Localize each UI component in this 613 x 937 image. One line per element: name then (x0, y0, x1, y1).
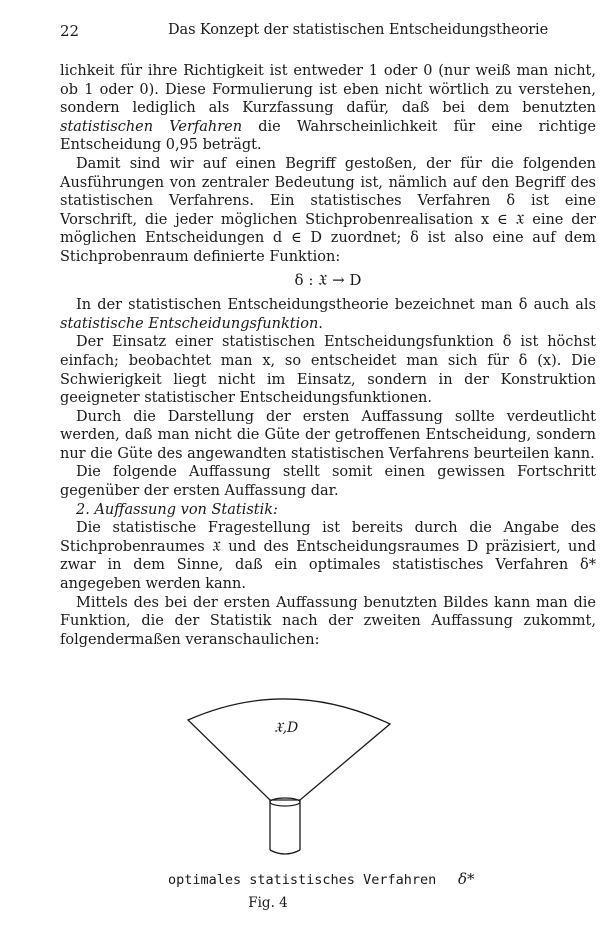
funnel-stem-bottom (270, 850, 300, 854)
funnel-stem-top (270, 798, 300, 806)
figure-symbol: δ* (458, 870, 475, 888)
paragraph-1-text: lichkeit für ihre Richtigkeit ist entweder 1 oder 0 (nur weiß man nicht, ob 1 oder 0). Diese Formulierung ist eben nicht wörtlich zu verstehen, sondern lediglich als Kurzfassung dafür, daß bei dem benutzten (60, 63, 596, 117)
paragraph-4: Der Einsatz einer statistischen Entscheidungsfunktion δ ist höchst einfach; beobachtet man x, so entscheidet man sich für δ (x). Die Schwierigkeit liegt nicht im Einsatz, sondern in der Konstruktion geeigneter statistischer Entscheidungsfunktionen. (60, 334, 596, 407)
body-text (60, 62, 596, 649)
figure-region-label: 𝔛,D (274, 720, 299, 736)
paragraph-7: Die statistische Fragestellung ist bereits durch die Angabe des Stichprobenraumes 𝔛 und des Entscheidungsraumes D präzisiert, und zwar in dem Sinne, daß ein optimales statistisches Verfahren δ* angegeben werden kann. (60, 520, 596, 593)
paragraph-3-emphasis: statistische Entscheidungsfunktion (60, 315, 319, 332)
figure-caption: optimales statistisches Verfahren (168, 872, 437, 888)
figure-number: Fig. 4 (248, 895, 288, 911)
paragraph-5: Durch die Darstellung der ersten Auffassung sollte verdeutlicht werden, daß man nicht die Güte der getroffenen Entscheidung, sondern nur die Güte des angewandten statistischen Verfahrens beurteilen kann. (60, 408, 596, 462)
figure-4 (60, 690, 596, 890)
paragraph-6: Die folgende Auffassung stellt somit einen gewissen Fortschritt gegenüber der ersten Auffassung dar. (60, 464, 596, 500)
paragraph-2: Damit sind wir auf einen Begriff gestoßen, der für die folgenden Ausführungen von zentraler Bedeutung ist, nämlich auf den Begriff des statistischen Verfahrens. Ein statistisches Verfahren δ ist eine Vorschrift, die jeder möglichen Stichprobenrealisation x ∈ 𝔛 eine der möglichen Entscheidungen d ∈ D zuordnet; δ ist also eine auf dem Stichprobenraum definierte Funktion: (60, 155, 596, 265)
paragraph-1-emphasis: statistischen Verfahren (60, 118, 243, 135)
page-header (60, 22, 596, 44)
page-number: 22 (60, 22, 80, 40)
funnel-cone (188, 699, 390, 800)
paragraph-1-text-end: die Wahrscheinlichkeit für eine richtige Entscheidung 0,95 beträgt. (60, 118, 596, 154)
paragraph-3-text-end: . (318, 315, 323, 332)
paragraph-3 (60, 296, 596, 333)
paragraph-1 (60, 62, 596, 155)
section-heading (60, 501, 596, 520)
formula: δ : 𝔛 → D (294, 270, 362, 289)
running-title: Das Konzept der statistischen Entscheidungstheorie (168, 22, 549, 38)
section-heading-text: 2. Auffassung von Statistik: (76, 501, 278, 518)
funnel-diagram (60, 690, 596, 890)
paragraph-8: Mittels des bei der ersten Auffassung benutzten Bildes kann man die Funktion, die der Statistik nach der zweiten Auffassung zukommt, folgendermaßen veranschaulichen: (60, 594, 596, 648)
paragraph-3-text: In der statistischen Entscheidungstheorie bezeichnet man δ auch als (76, 297, 596, 314)
